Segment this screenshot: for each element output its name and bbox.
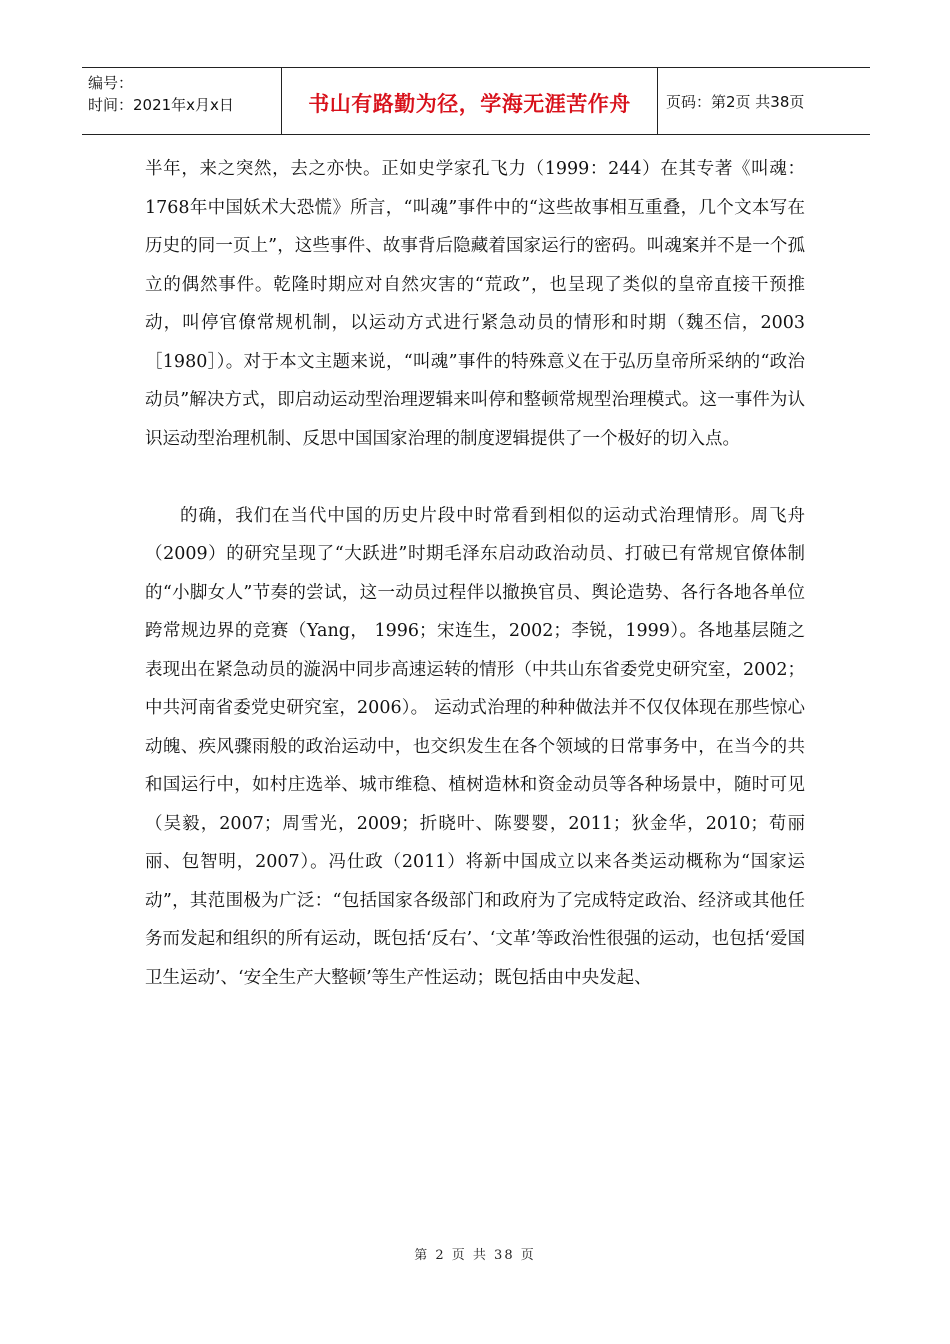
paragraph-1: 半年，来之突然，去之亦快。正如史学家孔飞力（1999：244）在其专著《叫魂：1768年中国妖术大恐慌》所言，“叫魂”事件中的“这些故事相互重叠，几个文本写在历史的同一页上”，这些事件、故事背后隐藏着国家运行的密码。叫魂案并不是一个孤立的偶然事件。乾隆时期应对自然灾害的“荒政”，也呈现了类似的皇帝直接干预推动，叫停官僚常规机制，以运动方式进行紧急动员的情形和时期（魏丕信，2003［1980］）。对于本文主题来说，“叫魂”事件的特殊意义在于弘历皇帝所采纳的“政治动员”解决方式，即启动运动型治理逻辑来叫停和整顿常规型治理模式。这一事件为认识运动型治理机制、反思中国国家治理的制度逻辑提供了一个极好的切入点。: [145, 159, 805, 449]
date-line: 时间：2021年x月x日: [88, 96, 234, 114]
page-footer: 第 2 页 共 38 页: [414, 1248, 536, 1263]
paragraph-2: 的确，我们在当代中国的历史片段中时常看到相似的运动式治理情形。周飞舟（2009）的研究呈现了“大跃进”时期毛泽东启动政治动员、打破已有常规官僚体制的“小脚女人”节奏的尝试，这一动员过程伴以撤换官员、舆论造势、各行各地各单位跨常规边界的竞赛（Yang， 1996；宋连生，2002；李锐，1999）。各地基层随之表现出在紧急动员的漩涡中同步高速运转的情形（中共山东省委党史研究室，2002；中共河南省委党史研究室，2006）。 运动式治理的种种做法并不仅仅体现在那些惊心动魄、疾风骤雨般的政治运动中，也交织发生在各个领域的日常事务中，在当今的共和国运行中，如村庄选举、城市维稳、植树造林和资金动员等各种场景中，随时可见（吴毅，2007；周雪光，2009；折晓叶、陈婴婴，2011；狄金华，2010；荀丽丽、包智明，2007）。冯仕政（2011）将新中国成立以来各类运动概称为“国家运动”，其范围极为广泛：“包括国家各级部门和政府为了完成特定政治、经济或其他任务而发起和组织的所有运动，既包括‘反右’、‘文革’等政治性很强的运动，也包括‘爱国卫生运动’、‘安全生产大整顿’等生产性运动；既包括由中央发起、: [145, 505, 805, 988]
document-body: [145, 150, 805, 997]
paragraph-gap: [145, 458, 805, 497]
header-page-cell: [658, 68, 870, 134]
header-meta-cell: [82, 68, 282, 134]
page-code: 页码：第2页 共38页: [666, 92, 805, 111]
doc-number-label: 编号：: [88, 74, 134, 92]
header-table: [82, 67, 870, 135]
header-motto-cell: [282, 68, 658, 134]
motto-text: 书山有路勤为径，学海无涯苦作舟: [308, 92, 631, 116]
